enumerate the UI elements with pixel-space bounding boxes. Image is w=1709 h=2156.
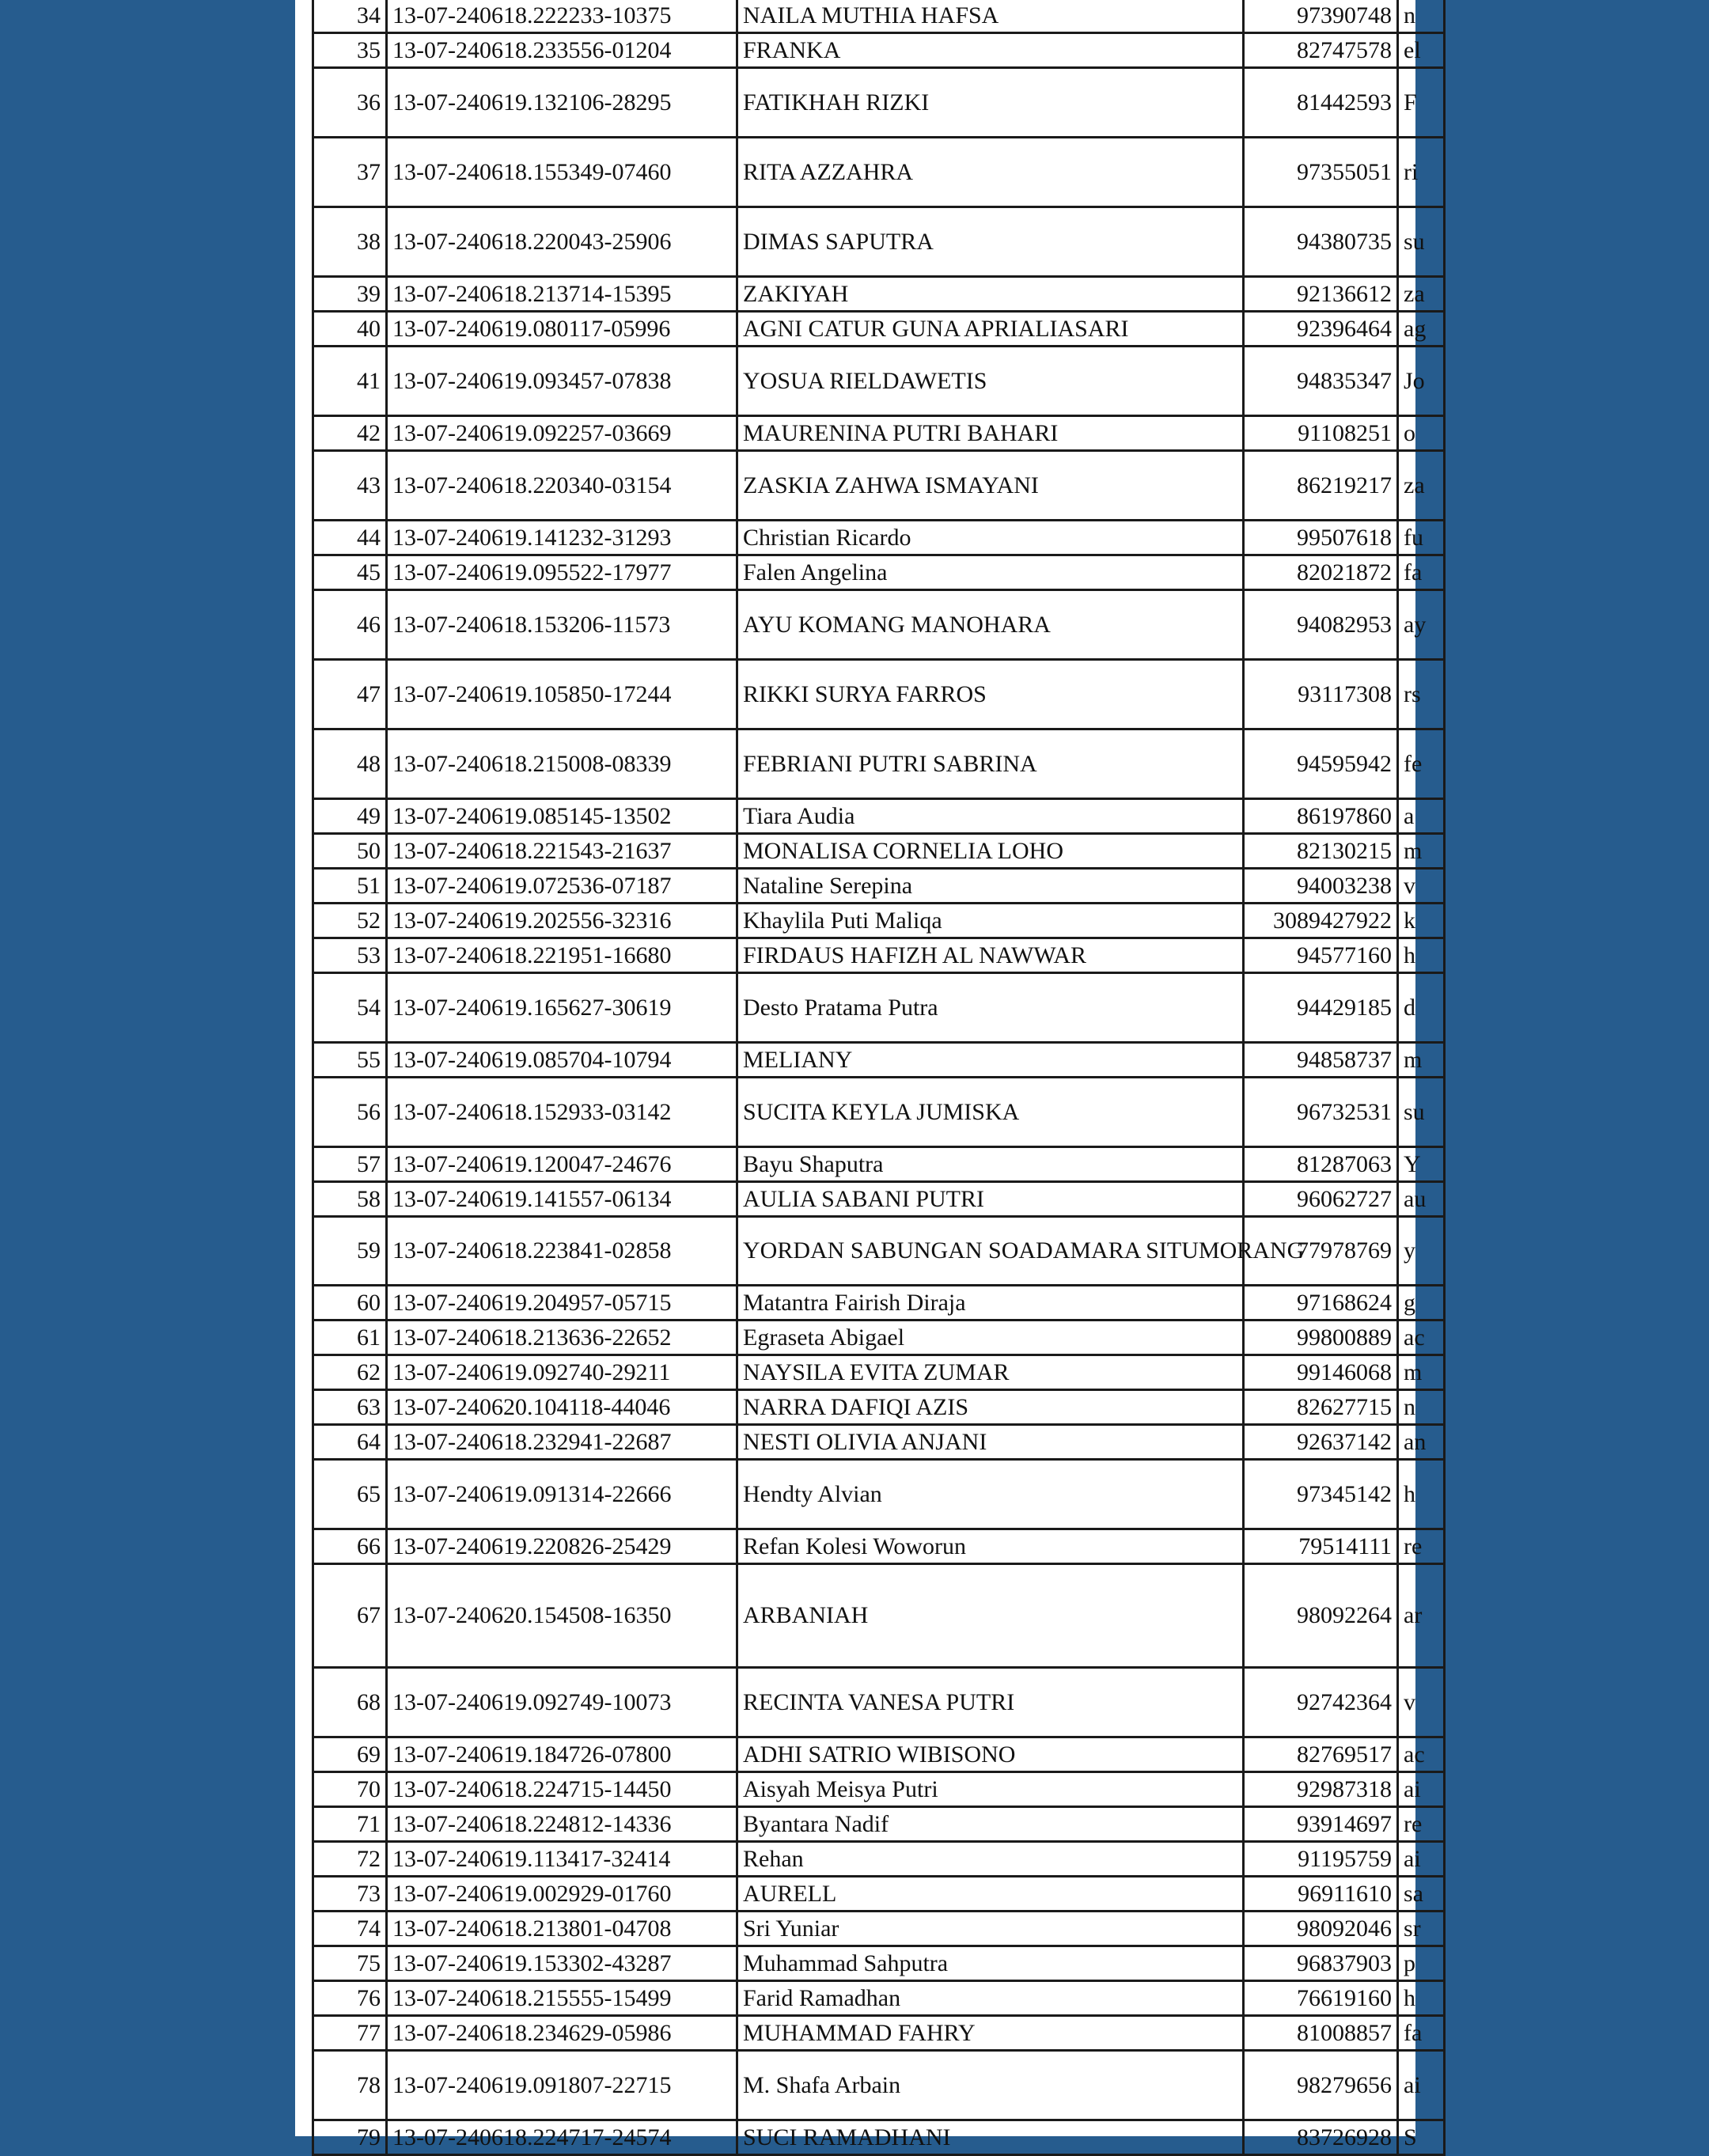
registration-number: 13-07-240619.153302-43287: [387, 1946, 737, 1981]
truncated-cell: n: [1398, 1390, 1445, 1425]
participant-name: AGNI CATUR GUNA APRIALIASARI: [737, 312, 1244, 347]
registration-number: 13-07-240618.220340-03154: [387, 451, 737, 521]
participant-code: 82021872: [1244, 555, 1398, 590]
participant-code: 82747578: [1244, 33, 1398, 68]
table-row: [313, 1981, 1445, 2016]
table-body: [313, 0, 1445, 2155]
table-row: [313, 660, 1445, 729]
participant-name: Hendty Alvian: [737, 1460, 1244, 1529]
participant-name: AURELL: [737, 1877, 1244, 1912]
row-number: 65: [313, 1460, 387, 1529]
row-number: 71: [313, 1807, 387, 1842]
participant-code: 97345142: [1244, 1460, 1398, 1529]
table-row: [313, 1147, 1445, 1182]
registration-number: 13-07-240619.113417-32414: [387, 1842, 737, 1877]
participant-name: RITA AZZAHRA: [737, 138, 1244, 207]
participant-code: 97390748: [1244, 0, 1398, 33]
participant-code: 94380735: [1244, 207, 1398, 277]
registration-number: 13-07-240618.224812-14336: [387, 1807, 737, 1842]
truncated-cell: o: [1398, 416, 1445, 451]
participant-code: 91195759: [1244, 1842, 1398, 1877]
row-number: 58: [313, 1182, 387, 1217]
registration-number: 13-07-240618.213801-04708: [387, 1912, 737, 1946]
registration-number: 13-07-240619.093457-07838: [387, 347, 737, 416]
registration-number: 13-07-240618.223841-02858: [387, 1217, 737, 1286]
registration-number: 13-07-240619.002929-01760: [387, 1877, 737, 1912]
registration-number: 13-07-240619.141232-31293: [387, 521, 737, 555]
registration-number: 13-07-240618.234629-05986: [387, 2016, 737, 2051]
table-row: [313, 1321, 1445, 1355]
participant-name: Nataline Serepina: [737, 869, 1244, 904]
participant-name: MONALISA CORNELIA LOHO: [737, 834, 1244, 869]
row-number: 68: [313, 1668, 387, 1737]
truncated-cell: fe: [1398, 729, 1445, 799]
participant-code: 92987318: [1244, 1772, 1398, 1807]
document-page: [295, 0, 1427, 2150]
truncated-cell: ri: [1398, 138, 1445, 207]
participant-code: 82130215: [1244, 834, 1398, 869]
registration-number: 13-07-240620.154508-16350: [387, 1564, 737, 1668]
registration-number: 13-07-240618.224717-24574: [387, 2120, 737, 2155]
truncated-cell: re: [1398, 1807, 1445, 1842]
table-row: [313, 1529, 1445, 1564]
participant-name: DIMAS SAPUTRA: [737, 207, 1244, 277]
table-row: [313, 207, 1445, 277]
participant-name: YOSUA RIELDAWETIS: [737, 347, 1244, 416]
row-number: 59: [313, 1217, 387, 1286]
table-row: [313, 799, 1445, 834]
row-number: 45: [313, 555, 387, 590]
participant-name: Bayu Shaputra: [737, 1147, 1244, 1182]
table-row: [313, 521, 1445, 555]
row-number: 62: [313, 1355, 387, 1390]
row-number: 55: [313, 1043, 387, 1078]
participant-code: 92637142: [1244, 1425, 1398, 1460]
participant-code: 91108251: [1244, 416, 1398, 451]
registration-number: 13-07-240619.085704-10794: [387, 1043, 737, 1078]
row-number: 69: [313, 1737, 387, 1772]
participant-name: MAURENINA PUTRI BAHARI: [737, 416, 1244, 451]
truncated-cell: F: [1398, 68, 1445, 138]
registration-number: 13-07-240618.213636-22652: [387, 1321, 737, 1355]
truncated-cell: ai: [1398, 1842, 1445, 1877]
table-row: [313, 2051, 1445, 2120]
participant-code: 97168624: [1244, 1286, 1398, 1321]
row-number: 75: [313, 1946, 387, 1981]
participant-code: 96911610: [1244, 1877, 1398, 1912]
table-row: [313, 416, 1445, 451]
participant-code: 83726928: [1244, 2120, 1398, 2155]
registration-number: 13-07-240619.085145-13502: [387, 799, 737, 834]
registration-number: 13-07-240618.224715-14450: [387, 1772, 737, 1807]
truncated-cell: ai: [1398, 2051, 1445, 2120]
truncated-cell: sr: [1398, 1912, 1445, 1946]
registration-number: 13-07-240619.220826-25429: [387, 1529, 737, 1564]
truncated-cell: ai: [1398, 1772, 1445, 1807]
participant-code: 76619160: [1244, 1981, 1398, 2016]
participant-name: NARRA DAFIQI AZIS: [737, 1390, 1244, 1425]
truncated-cell: S: [1398, 2120, 1445, 2155]
table-row: [313, 938, 1445, 973]
registration-number: 13-07-240619.132106-28295: [387, 68, 737, 138]
participant-name: Muhammad Sahputra: [737, 1946, 1244, 1981]
participant-code: 79514111: [1244, 1529, 1398, 1564]
truncated-cell: rs: [1398, 660, 1445, 729]
truncated-cell: sa: [1398, 1877, 1445, 1912]
participant-code: 82769517: [1244, 1737, 1398, 1772]
participant-code: 96837903: [1244, 1946, 1398, 1981]
row-number: 39: [313, 277, 387, 312]
registration-number: 13-07-240619.184726-07800: [387, 1737, 737, 1772]
registration-number: 13-07-240619.092749-10073: [387, 1668, 737, 1737]
table-row: [313, 1842, 1445, 1877]
registration-number: 13-07-240619.120047-24676: [387, 1147, 737, 1182]
truncated-cell: d: [1398, 973, 1445, 1043]
row-number: 54: [313, 973, 387, 1043]
registration-number: 13-07-240619.095522-17977: [387, 555, 737, 590]
participant-name: NAILA MUTHIA HAFSA: [737, 0, 1244, 33]
truncated-cell: h: [1398, 938, 1445, 973]
registration-number: 13-07-240619.091314-22666: [387, 1460, 737, 1529]
truncated-cell: ag: [1398, 312, 1445, 347]
table-row: [313, 869, 1445, 904]
row-number: 34: [313, 0, 387, 33]
registration-number: 13-07-240618.155349-07460: [387, 138, 737, 207]
participant-code: 98092264: [1244, 1564, 1398, 1668]
table-row: [313, 1182, 1445, 1217]
participant-name: MUHAMMAD FAHRY: [737, 2016, 1244, 2051]
table-row: [313, 1425, 1445, 1460]
participant-name: FIRDAUS HAFIZH AL NAWWAR: [737, 938, 1244, 973]
participant-code: 92742364: [1244, 1668, 1398, 1737]
truncated-cell: za: [1398, 451, 1445, 521]
table-row: [313, 0, 1445, 33]
row-number: 61: [313, 1321, 387, 1355]
truncated-cell: el: [1398, 33, 1445, 68]
table-row: [313, 1564, 1445, 1668]
row-number: 40: [313, 312, 387, 347]
participant-name: Farid Ramadhan: [737, 1981, 1244, 2016]
row-number: 43: [313, 451, 387, 521]
table-row: [313, 904, 1445, 938]
registration-number: 13-07-240619.092740-29211: [387, 1355, 737, 1390]
row-number: 57: [313, 1147, 387, 1182]
registration-number: 13-07-240619.204957-05715: [387, 1286, 737, 1321]
registration-number: 13-07-240619.092257-03669: [387, 416, 737, 451]
table-row: [313, 1912, 1445, 1946]
truncated-cell: m: [1398, 1355, 1445, 1390]
row-number: 72: [313, 1842, 387, 1877]
table-row: [313, 729, 1445, 799]
participant-code: 77978769: [1244, 1217, 1398, 1286]
truncated-cell: n: [1398, 0, 1445, 33]
table-row: [313, 1078, 1445, 1147]
row-number: 64: [313, 1425, 387, 1460]
row-number: 41: [313, 347, 387, 416]
participant-code: 94858737: [1244, 1043, 1398, 1078]
truncated-cell: v: [1398, 1668, 1445, 1737]
truncated-cell: su: [1398, 207, 1445, 277]
truncated-cell: h: [1398, 1460, 1445, 1529]
registration-number: 13-07-240618.215555-15499: [387, 1981, 737, 2016]
participant-code: 94835347: [1244, 347, 1398, 416]
truncated-cell: h: [1398, 1981, 1445, 2016]
truncated-cell: re: [1398, 1529, 1445, 1564]
table-row: [313, 834, 1445, 869]
truncated-cell: Jo: [1398, 347, 1445, 416]
registration-number: 13-07-240620.104118-44046: [387, 1390, 737, 1425]
participant-name: RECINTA VANESA PUTRI: [737, 1668, 1244, 1737]
truncated-cell: a: [1398, 799, 1445, 834]
registration-number: 13-07-240619.091807-22715: [387, 2051, 737, 2120]
row-number: 35: [313, 33, 387, 68]
truncated-cell: an: [1398, 1425, 1445, 1460]
row-number: 77: [313, 2016, 387, 2051]
participant-name: RIKKI SURYA FARROS: [737, 660, 1244, 729]
participant-name: MELIANY: [737, 1043, 1244, 1078]
participant-code: 94595942: [1244, 729, 1398, 799]
registration-number: 13-07-240619.202556-32316: [387, 904, 737, 938]
participant-code: 94082953: [1244, 590, 1398, 660]
table-row: [313, 1946, 1445, 1981]
participant-name: AULIA SABANI PUTRI: [737, 1182, 1244, 1217]
participant-code: 96732531: [1244, 1078, 1398, 1147]
table-row: [313, 973, 1445, 1043]
table-row: [313, 1807, 1445, 1842]
table-row: [313, 2016, 1445, 2051]
participant-name: Egraseta Abigael: [737, 1321, 1244, 1355]
participant-code: 99507618: [1244, 521, 1398, 555]
registration-number: 13-07-240618.221543-21637: [387, 834, 737, 869]
participant-table: [312, 0, 1446, 2156]
truncated-cell: au: [1398, 1182, 1445, 1217]
registration-number: 13-07-240618.220043-25906: [387, 207, 737, 277]
row-number: 44: [313, 521, 387, 555]
table-row: [313, 1460, 1445, 1529]
table-row: [313, 33, 1445, 68]
participant-name: YORDAN SABUNGAN SOADAMARA SITUMORANG: [737, 1217, 1244, 1286]
table-row: [313, 312, 1445, 347]
row-number: 56: [313, 1078, 387, 1147]
participant-name: FRANKA: [737, 33, 1244, 68]
row-number: 52: [313, 904, 387, 938]
table-row: [313, 1877, 1445, 1912]
truncated-cell: ac: [1398, 1737, 1445, 1772]
participant-name: Khaylila Puti Maliqa: [737, 904, 1244, 938]
registration-number: 13-07-240618.221951-16680: [387, 938, 737, 973]
registration-number: 13-07-240619.105850-17244: [387, 660, 737, 729]
registration-number: 13-07-240618.153206-11573: [387, 590, 737, 660]
participant-name: ADHI SATRIO WIBISONO: [737, 1737, 1244, 1772]
row-number: 63: [313, 1390, 387, 1425]
truncated-cell: fa: [1398, 555, 1445, 590]
participant-code: 98092046: [1244, 1912, 1398, 1946]
row-number: 74: [313, 1912, 387, 1946]
participant-code: 94429185: [1244, 973, 1398, 1043]
participant-name: AYU KOMANG MANOHARA: [737, 590, 1244, 660]
row-number: 79: [313, 2120, 387, 2155]
table-row: [313, 1043, 1445, 1078]
registration-number: 13-07-240618.232941-22687: [387, 1425, 737, 1460]
truncated-cell: ay: [1398, 590, 1445, 660]
participant-code: 81442593: [1244, 68, 1398, 138]
row-number: 51: [313, 869, 387, 904]
participant-code: 98279656: [1244, 2051, 1398, 2120]
registration-number: 13-07-240619.072536-07187: [387, 869, 737, 904]
row-number: 73: [313, 1877, 387, 1912]
participant-code: 3089427922: [1244, 904, 1398, 938]
participant-name: Falen Angelina: [737, 555, 1244, 590]
row-number: 78: [313, 2051, 387, 2120]
participant-code: 82627715: [1244, 1390, 1398, 1425]
row-number: 42: [313, 416, 387, 451]
participant-code: 99146068: [1244, 1355, 1398, 1390]
table-row: [313, 590, 1445, 660]
row-number: 66: [313, 1529, 387, 1564]
truncated-cell: g: [1398, 1286, 1445, 1321]
truncated-cell: m: [1398, 1043, 1445, 1078]
truncated-cell: y: [1398, 1217, 1445, 1286]
participant-code: 93914697: [1244, 1807, 1398, 1842]
participant-name: ZAKIYAH: [737, 277, 1244, 312]
row-number: 76: [313, 1981, 387, 2016]
row-number: 37: [313, 138, 387, 207]
registration-number: 13-07-240618.233556-01204: [387, 33, 737, 68]
row-number: 60: [313, 1286, 387, 1321]
truncated-cell: k: [1398, 904, 1445, 938]
participant-code: 94003238: [1244, 869, 1398, 904]
participant-code: 93117308: [1244, 660, 1398, 729]
participant-code: 96062727: [1244, 1182, 1398, 1217]
truncated-cell: fa: [1398, 2016, 1445, 2051]
row-number: 67: [313, 1564, 387, 1668]
participant-code: 99800889: [1244, 1321, 1398, 1355]
row-number: 70: [313, 1772, 387, 1807]
table-row: [313, 347, 1445, 416]
participant-name: ARBANIAH: [737, 1564, 1244, 1668]
participant-code: 86197860: [1244, 799, 1398, 834]
participant-code: 92136612: [1244, 277, 1398, 312]
table-row: [313, 1355, 1445, 1390]
participant-name: SUCITA KEYLA JUMISKA: [737, 1078, 1244, 1147]
registration-number: 13-07-240619.141557-06134: [387, 1182, 737, 1217]
truncated-cell: Y: [1398, 1147, 1445, 1182]
participant-code: 81008857: [1244, 2016, 1398, 2051]
registration-number: 13-07-240618.213714-15395: [387, 277, 737, 312]
participant-code: 97355051: [1244, 138, 1398, 207]
participant-name: Aisyah Meisya Putri: [737, 1772, 1244, 1807]
participant-name: NESTI OLIVIA ANJANI: [737, 1425, 1244, 1460]
participant-name: Christian Ricardo: [737, 521, 1244, 555]
participant-name: Matantra Fairish Diraja: [737, 1286, 1244, 1321]
truncated-cell: su: [1398, 1078, 1445, 1147]
registration-number: 13-07-240618.152933-03142: [387, 1078, 737, 1147]
participant-name: NAYSILA EVITA ZUMAR: [737, 1355, 1244, 1390]
participant-name: Byantara Nadif: [737, 1807, 1244, 1842]
table-row: [313, 1668, 1445, 1737]
table-row: [313, 1390, 1445, 1425]
truncated-cell: v: [1398, 869, 1445, 904]
participant-code: 92396464: [1244, 312, 1398, 347]
row-number: 48: [313, 729, 387, 799]
truncated-cell: ac: [1398, 1321, 1445, 1355]
registration-number: 13-07-240619.165627-30619: [387, 973, 737, 1043]
table-row: [313, 2120, 1445, 2155]
row-number: 53: [313, 938, 387, 973]
table-row: [313, 1217, 1445, 1286]
row-number: 38: [313, 207, 387, 277]
participant-name: Refan Kolesi Woworun: [737, 1529, 1244, 1564]
row-number: 49: [313, 799, 387, 834]
participant-code: 86219217: [1244, 451, 1398, 521]
table-row: [313, 1737, 1445, 1772]
participant-code: 81287063: [1244, 1147, 1398, 1182]
table-row: [313, 555, 1445, 590]
row-number: 50: [313, 834, 387, 869]
truncated-cell: p: [1398, 1946, 1445, 1981]
participant-name: FEBRIANI PUTRI SABRINA: [737, 729, 1244, 799]
participant-name: Tiara Audia: [737, 799, 1244, 834]
participant-name: FATIKHAH RIZKI: [737, 68, 1244, 138]
table-row: [313, 138, 1445, 207]
participant-name: ZASKIA ZAHWA ISMAYANI: [737, 451, 1244, 521]
truncated-cell: za: [1398, 277, 1445, 312]
truncated-cell: fu: [1398, 521, 1445, 555]
participant-name: M. Shafa Arbain: [737, 2051, 1244, 2120]
participant-name: SUCI RAMADHANI: [737, 2120, 1244, 2155]
registration-number: 13-07-240618.215008-08339: [387, 729, 737, 799]
table-row: [313, 1286, 1445, 1321]
table-row: [313, 1772, 1445, 1807]
table-row: [313, 68, 1445, 138]
participant-name: Sri Yuniar: [737, 1912, 1244, 1946]
row-number: 36: [313, 68, 387, 138]
table-row: [313, 277, 1445, 312]
row-number: 47: [313, 660, 387, 729]
registration-number: 13-07-240618.222233-10375: [387, 0, 737, 33]
truncated-cell: m: [1398, 834, 1445, 869]
participant-name: Rehan: [737, 1842, 1244, 1877]
truncated-cell: ar: [1398, 1564, 1445, 1668]
row-number: 46: [313, 590, 387, 660]
participant-name: Desto Pratama Putra: [737, 973, 1244, 1043]
registration-number: 13-07-240619.080117-05996: [387, 312, 737, 347]
table-row: [313, 451, 1445, 521]
participant-code: 94577160: [1244, 938, 1398, 973]
